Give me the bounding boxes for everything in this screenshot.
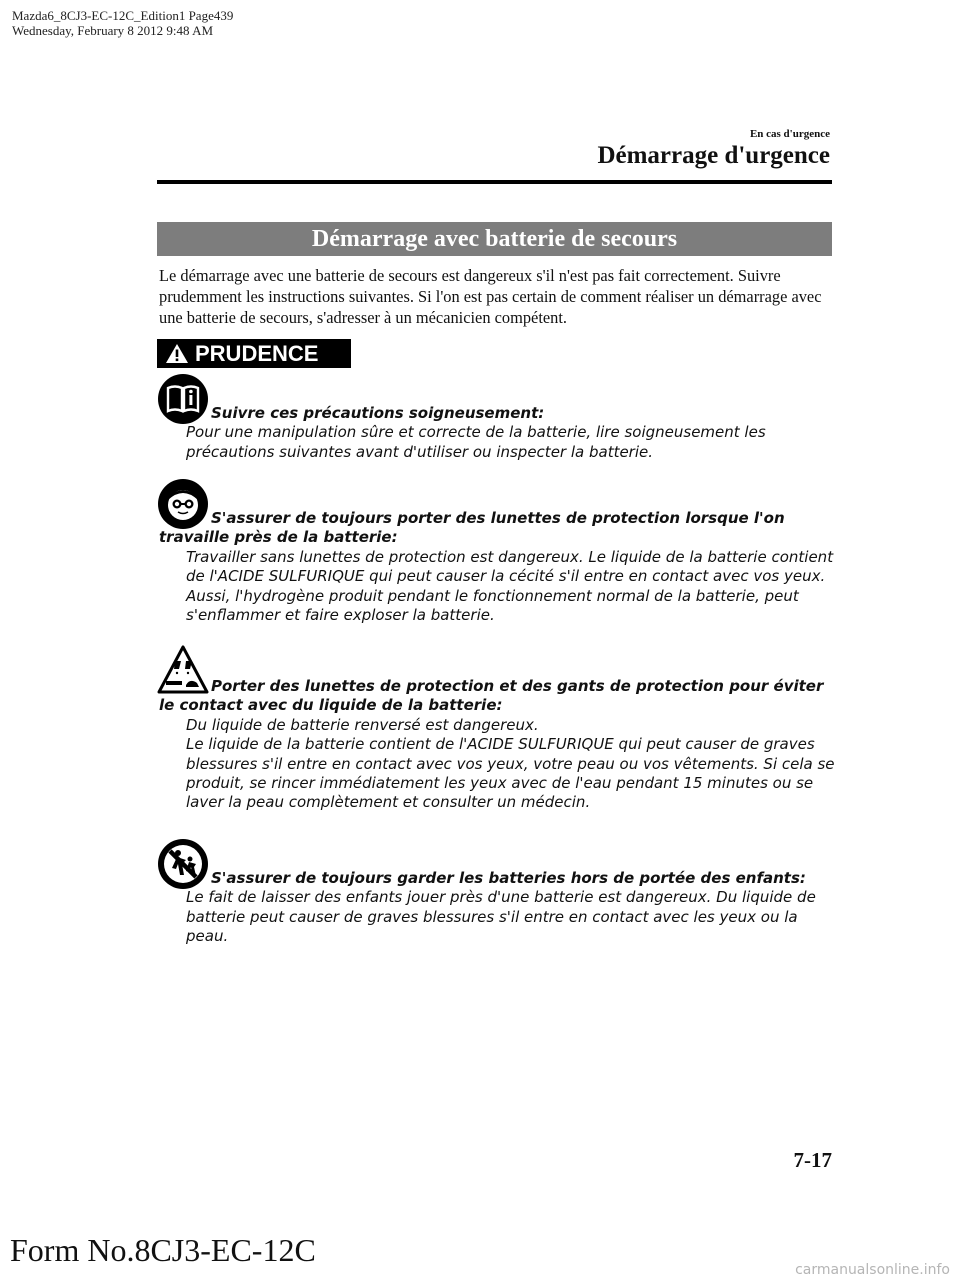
warning-corrosive	[159, 677, 839, 813]
warning-heading: S'assurer de toujours porter des lunettes de protection lorsque l'on travaille près de la batterie:	[159, 509, 785, 547]
caution-label: PRUDENCE	[195, 341, 319, 366]
warning-body: Le fait de laisser des enfants jouer près d'une batterie est dangereux. Du liquide de batterie peut causer de graves blessures s'il entre en contact avec les yeux ou la peau.	[186, 888, 816, 946]
print-meta-line-2: Wednesday, February 8 2012 9:48 AM	[12, 23, 214, 38]
warning-triangle-icon	[165, 343, 189, 364]
warning-body: Travailler sans lunettes de protection est dangereux. Le liquide de la batterie contient de l'ACIDE SULFURIQUE qui peut causer la cécité s'il entre en contact avec vos yeux. Aussi, l'hydrogène produit pendant le fonctionnement normal de la batterie, peut s'enflammer et faire exploser la batterie.	[186, 547, 834, 625]
header-rule	[157, 180, 832, 184]
page-number: 7-17	[793, 1148, 832, 1172]
watermark: carmanualsonline.info	[795, 1262, 950, 1278]
warning-body: Pour une manipulation sûre et correcte de la batterie, lire soigneusement les précautions suivantes avant d'utiliser ou inspecter la batterie.	[186, 423, 766, 461]
warning-heading: Suivre ces précautions soigneusement:	[211, 404, 545, 422]
print-metadata	[12, 8, 233, 38]
warning-body-line: Le liquide de la batterie contient de l'ACIDE SULFURIQUE qui peut causer de graves blessures s'il entre en contact avec vos yeux, votre peau ou vos vêtements. Si cela se produit, se rincer immédiatement les yeux avec de l'eau pendant 15 minutes ou se laver la peau complètement et consulter un médecin.	[186, 735, 835, 812]
warning-heading: Porter des lunettes de protection et des gants de protection pour éviter le contact avec du liquide de la batterie:	[159, 677, 824, 715]
form-number: Form No.8CJ3-EC-12C	[10, 1232, 316, 1268]
section-title: Démarrage d'urgence	[597, 142, 830, 169]
warning-heading: S'assurer de toujours garder les batteries hors de portée des enfants:	[211, 869, 806, 887]
warning-goggles	[159, 509, 839, 625]
warning-no-children	[186, 869, 836, 947]
caution-banner	[157, 339, 351, 368]
print-meta-line-1: Mazda6_8CJ3-EC-12C_Edition1 Page439	[12, 8, 234, 23]
chapter-title: En cas d'urgence	[749, 128, 830, 140]
page-title: Démarrage avec batterie de secours	[157, 222, 832, 256]
intro-paragraph: Le démarrage avec une batterie de secours est dangereux s'il n'est pas fait correctement. Suivre prudemment les instructions suivantes. Si l'on est pas certain de comment réaliser un démarrage avec une batterie de secours, s'adresser à un mécanicien compétent.	[159, 266, 822, 327]
warning-manual	[186, 404, 836, 462]
warning-body-line: Du liquide de batterie renversé est dangereux.	[186, 715, 539, 734]
